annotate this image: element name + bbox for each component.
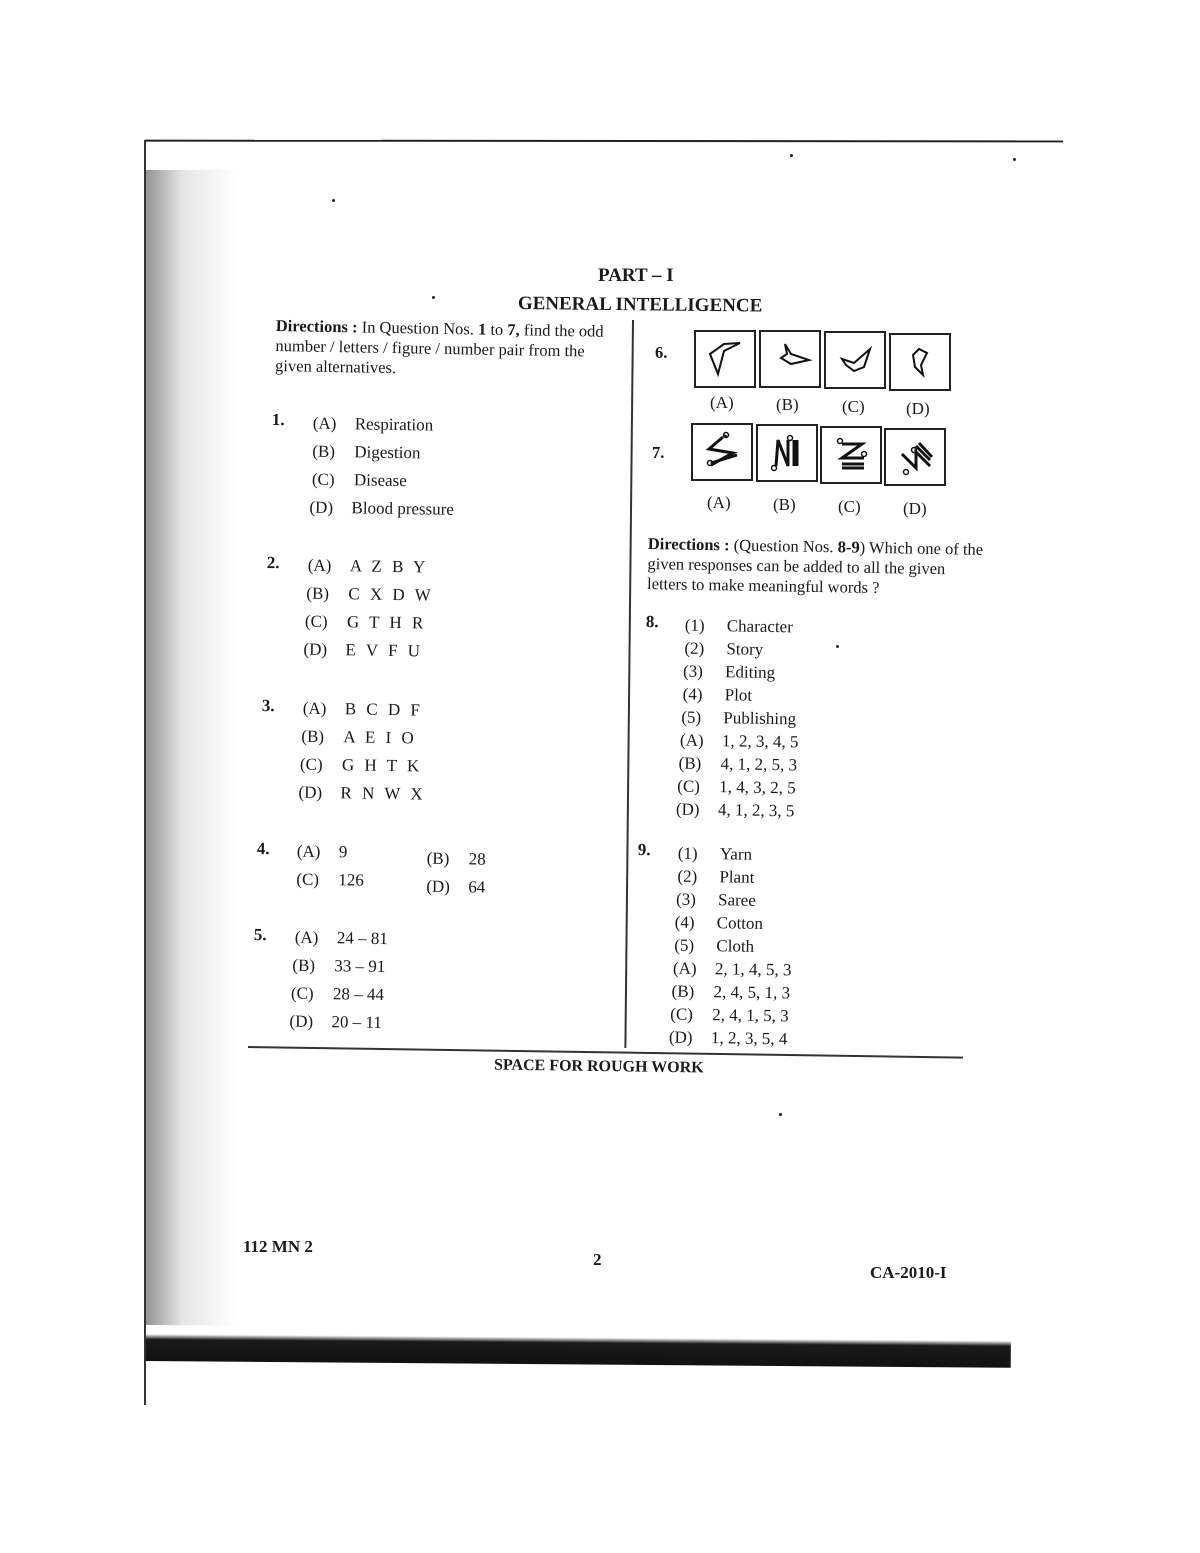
- item-1: (1) Yarn: [677, 843, 753, 864]
- question-number: 3.: [261, 696, 275, 716]
- q7-label-b: (B): [773, 495, 796, 514]
- question-6-number: 6.: [655, 343, 668, 362]
- q6-label-a: (A): [710, 393, 734, 412]
- item-3: (3) Saree: [675, 889, 756, 910]
- q7-figure-a[interactable]: [691, 423, 753, 481]
- scan-speck: [332, 199, 335, 202]
- rough-work-label: SPACE FOR ROUGH WORK: [493, 1056, 704, 1077]
- option-b[interactable]: (B) 4, 1, 2, 5, 3: [678, 753, 798, 775]
- option-d[interactable]: (D) 4, 1, 2, 3, 5: [675, 799, 795, 821]
- option-d[interactable]: (D) E V F U: [303, 639, 424, 661]
- q7-figure-d[interactable]: [884, 428, 946, 486]
- question-number: 9.: [637, 840, 651, 860]
- z-bars-shape-icon: [822, 428, 880, 482]
- diagonal-n-shape-icon: [886, 430, 944, 484]
- q6-figure-a[interactable]: [694, 330, 756, 388]
- q7-label-a: (A): [707, 493, 731, 512]
- paper-code: CA-2010-I: [870, 1263, 947, 1282]
- bow-tie-shape-icon: [761, 332, 819, 386]
- scan-speck: [1013, 158, 1016, 161]
- q6-figure-d[interactable]: [889, 333, 951, 391]
- option-a[interactable]: (A) Respiration: [312, 413, 434, 435]
- option-a[interactable]: (A) 1, 2, 3, 4, 5: [679, 730, 799, 752]
- option-c[interactable]: (C) Disease: [311, 469, 407, 491]
- question-7-number: 7.: [652, 443, 665, 462]
- q6-figure-b[interactable]: [759, 330, 821, 388]
- item-1: (1) Character: [684, 615, 794, 637]
- option-b[interactable]: (B) 33 – 91: [292, 955, 386, 977]
- item-2: (2) Story: [684, 638, 764, 659]
- bent-arrow-shape-icon: [696, 332, 754, 386]
- question-number: 8.: [645, 612, 659, 632]
- option-c[interactable]: (C) G H T K: [299, 754, 423, 776]
- option-c[interactable]: (C) 2, 4, 1, 5, 3: [670, 1004, 789, 1026]
- question-number: 4.: [256, 839, 270, 859]
- zigzag-s-shape-icon: [693, 425, 751, 479]
- q6-label-b: (B): [776, 395, 799, 414]
- option-a[interactable]: (A) B C D F: [302, 698, 424, 720]
- item-2: (2) Plant: [677, 866, 755, 887]
- option-d[interactable]: (D) 1, 2, 3, 5, 4: [668, 1027, 788, 1049]
- option-c[interactable]: (C) 28 – 44: [290, 983, 385, 1005]
- directions-label: Directions :: [647, 534, 730, 555]
- hook-shape-icon: [891, 335, 949, 389]
- q6-label-c: (C): [842, 397, 865, 416]
- scan-speck: [836, 645, 839, 648]
- option-d[interactable]: (D) 20 – 11: [289, 1011, 383, 1033]
- directions-1: Directions : In Question Nos. 1 to 7, find the odd number / letters / figure / number pair from the given alternatives.: [274, 316, 604, 378]
- page-number: 2: [593, 1250, 602, 1269]
- directions-label: Directions :: [275, 316, 358, 337]
- item-3: (3) Editing: [682, 661, 776, 683]
- q6-figure-c[interactable]: [824, 331, 886, 389]
- item-5: (5) Cloth: [674, 935, 755, 956]
- section-title: GENERAL INTELLIGENCE: [517, 293, 763, 317]
- option-d[interactable]: (D) 64: [426, 876, 486, 897]
- scan-speck: [790, 154, 793, 157]
- option-b[interactable]: (B) A E I O: [301, 726, 417, 748]
- part-title: PART – I: [598, 265, 674, 286]
- option-b[interactable]: (B) 28: [426, 848, 486, 869]
- scan-speck: [779, 1113, 782, 1116]
- q7-figure-b[interactable]: [756, 424, 818, 482]
- q7-label-c: (C): [838, 497, 861, 516]
- q7-label-d: (D): [903, 499, 927, 518]
- option-b[interactable]: (B) C X D W: [306, 583, 434, 605]
- option-a[interactable]: (A) 2, 1, 4, 5, 3: [672, 958, 792, 980]
- page-border-top: [145, 140, 1063, 143]
- option-a[interactable]: (A) 9: [296, 841, 348, 862]
- v-notch-shape-icon: [826, 333, 884, 387]
- page-border-bottom: [146, 1325, 1011, 1368]
- question-number: 2.: [266, 553, 280, 573]
- option-c[interactable]: (C) 126: [296, 869, 365, 890]
- item-4: (4) Cotton: [674, 912, 764, 933]
- scan-shadow: [146, 170, 236, 1330]
- item-5: (5) Publishing: [681, 707, 797, 729]
- q7-figure-c[interactable]: [820, 426, 882, 484]
- scan-speck: [432, 296, 435, 299]
- option-c[interactable]: (C) 1, 4, 3, 2, 5: [677, 776, 796, 798]
- option-a[interactable]: (A) A Z B Y: [307, 555, 429, 577]
- option-a[interactable]: (A) 24 – 81: [294, 927, 388, 949]
- section-divider: [248, 1046, 963, 1059]
- option-b[interactable]: (B) Digestion: [312, 441, 421, 463]
- directions-2: Directions : (Question Nos. 8-9) Which one of the given responses can be added to all the given letters to make meaningful words ?: [646, 534, 984, 598]
- n-bars-shape-icon: [758, 426, 816, 480]
- option-c[interactable]: (C) G T H R: [304, 611, 427, 633]
- item-4: (4) Plot: [682, 684, 753, 705]
- question-number: 1.: [271, 410, 285, 430]
- question-number: 5.: [253, 925, 267, 945]
- footer-code: 112 MN 2: [243, 1237, 313, 1256]
- q6-label-d: (D): [906, 399, 930, 418]
- option-b[interactable]: (B) 2, 4, 5, 1, 3: [671, 981, 791, 1003]
- page-border-left: [144, 140, 146, 1405]
- column-divider: [624, 320, 634, 1048]
- option-d[interactable]: (D) R N W X: [298, 782, 426, 804]
- option-d[interactable]: (D) Blood pressure: [309, 497, 455, 519]
